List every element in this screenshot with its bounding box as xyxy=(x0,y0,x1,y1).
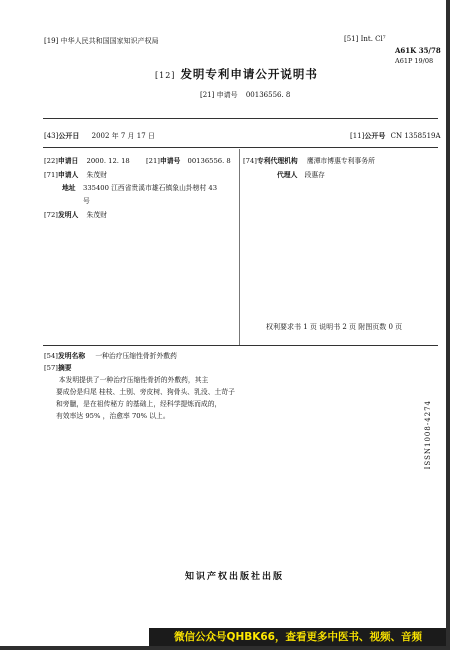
pub-date: 2002 年 7 月 17 日 xyxy=(91,132,155,140)
agency-tag: [74] xyxy=(243,157,257,165)
applicant-tag: [71] xyxy=(44,171,58,179)
app-no-tag: [21] xyxy=(200,91,215,99)
agent-field xyxy=(277,169,325,179)
issn-code: ISSN1008-4274 xyxy=(424,400,432,470)
invention-title: 一种治疗压缩性骨折外敷药 xyxy=(95,352,177,360)
publisher: 知识产权出版社出版 xyxy=(185,572,285,582)
appno2-field xyxy=(146,155,231,165)
ipc-main: A61K 35/78 xyxy=(395,46,441,55)
invention-title-line xyxy=(44,350,177,360)
filing-label: 申请日 xyxy=(57,157,79,165)
inventor-tag: [72] xyxy=(44,211,58,219)
title-tag: [54] xyxy=(44,352,58,360)
column-divider xyxy=(239,149,240,345)
divider-abstract xyxy=(43,345,438,346)
abstract-line-1: 本发明提供了一种治疗压缩性骨折的外敷药，其主 xyxy=(52,376,209,384)
filing-tag: [22] xyxy=(44,157,58,165)
wechat-banner[interactable]: 微信公众号QHBK66，查看更多中医书、视频、音频 xyxy=(149,628,447,646)
pub-no-line xyxy=(350,131,441,141)
scroll-edge-right xyxy=(446,0,450,650)
abstract-tag: [57] xyxy=(44,364,58,372)
applicant-label: 申请人 xyxy=(57,171,79,179)
app-no-line xyxy=(200,90,290,100)
app-no-label: 申请号 xyxy=(216,91,238,99)
agency: 鹰潭市博惠专利事务所 xyxy=(306,157,375,165)
address-label: 地址 xyxy=(62,184,76,192)
pub-date-tag: [43] xyxy=(44,132,59,140)
page-count: 权利要求书 1 页 说明书 2 页 附图页数 0 页 xyxy=(266,323,403,331)
doc-type-tag: [12] xyxy=(155,71,176,80)
pub-date-line xyxy=(44,131,155,141)
appno2-label: 申请号 xyxy=(159,157,181,165)
doc-type: 发明专利申请公开说明书 xyxy=(180,67,318,81)
pub-no-tag: [11] xyxy=(350,132,365,140)
filing-field xyxy=(44,155,130,165)
intcl-label: Int. Cl⁷ xyxy=(360,35,386,43)
abstract-line-2: 要成份是归尾 桂枝、土别、旁皮树、狗骨头、乳没、土苛子 xyxy=(56,388,235,396)
title-label: 发明名称 xyxy=(57,352,86,360)
agency-field xyxy=(243,155,375,165)
inventor-label: 发明人 xyxy=(57,211,79,219)
issuer-tag: [19] xyxy=(44,37,59,45)
pub-no: CN 1358519A xyxy=(390,132,441,140)
issuer: 中华人民共和国国家知识产权局 xyxy=(60,37,159,45)
abstract-label: 摘要 xyxy=(57,364,72,372)
ipc-sub: A61P 19/08 xyxy=(395,57,434,65)
intcl-tag: [51] xyxy=(344,35,359,43)
appno2-tag: [21] xyxy=(146,157,160,165)
intcl-line xyxy=(344,35,386,43)
filing-date: 2000. 12. 18 xyxy=(86,157,130,165)
inventor: 朱茂财 xyxy=(86,211,107,219)
pub-no-label: 公开号 xyxy=(364,131,386,140)
divider-top xyxy=(43,118,438,119)
address-line-2: 号 xyxy=(83,197,90,205)
applicant: 朱茂财 xyxy=(86,171,107,179)
agent: 段惠存 xyxy=(304,171,325,179)
pub-date-label: 公开日 xyxy=(58,131,80,140)
scroll-edge-bottom xyxy=(0,646,450,650)
divider-pub xyxy=(43,147,438,148)
abstract-line-4: 有效率达 95% ，治愈率 70% 以上。 xyxy=(56,412,170,420)
applicant-field xyxy=(44,169,107,179)
agent-label: 代理人 xyxy=(277,171,298,179)
inventor-field xyxy=(44,209,107,219)
issuer-line xyxy=(44,36,159,46)
app-no: 00136556. 8 xyxy=(245,91,291,99)
appno2: 00136556. 8 xyxy=(187,157,231,165)
abstract-line-3: 和旁臘，是在祖传秘方 的基础上，经科学提炼而成的， xyxy=(56,400,222,408)
doc-type-title xyxy=(155,66,318,82)
address-line-1: 335400 江西省贵溪市雄石镇象山卦榜村 43 xyxy=(83,184,218,192)
abstract-heading xyxy=(44,362,72,372)
agency-label: 专利代理机构 xyxy=(256,157,298,165)
